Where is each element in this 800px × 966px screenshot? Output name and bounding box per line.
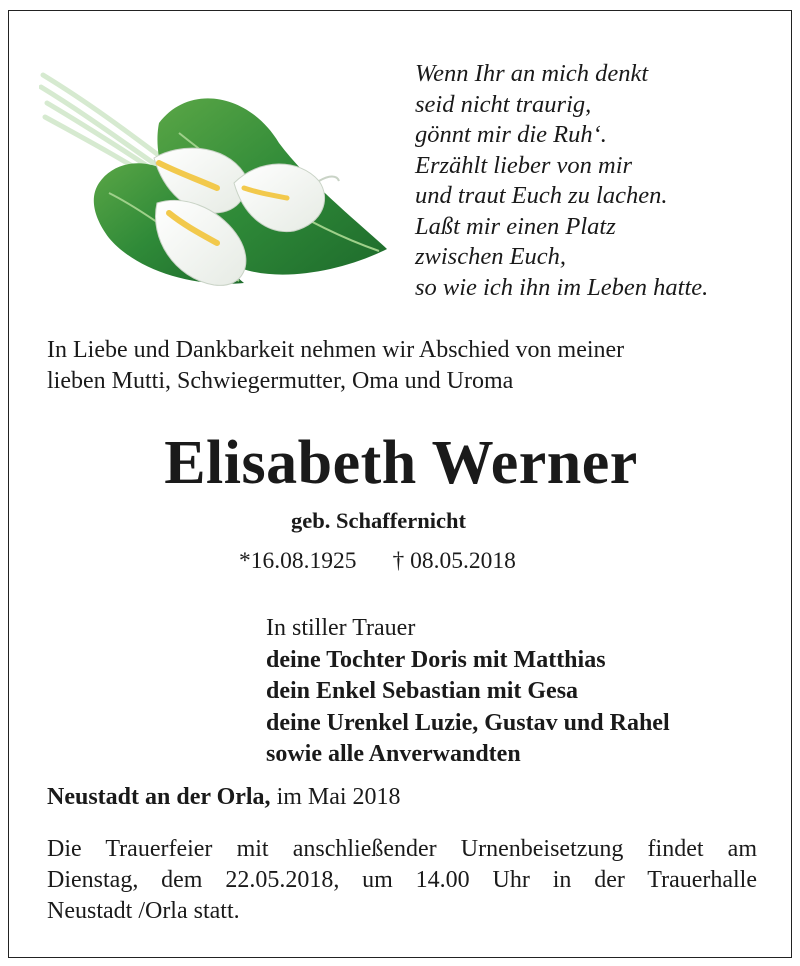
life-dates bbox=[239, 548, 516, 575]
mourner-entry: dein Enkel Sebastian mit Gesa bbox=[266, 678, 579, 704]
mourner-entry: deine Tochter Doris mit Matthias bbox=[266, 646, 606, 673]
funeral-line: Neustadt /Orla statt. bbox=[47, 898, 240, 924]
poem bbox=[415, 59, 708, 303]
poem-line: Wenn Ihr an mich denkt bbox=[415, 60, 649, 87]
maiden-name: geb. Schaffernicht bbox=[291, 508, 466, 533]
funeral-notice bbox=[47, 834, 757, 927]
place-month: im Mai 2018 bbox=[270, 784, 401, 810]
mourners-heading: In stiller Trauer bbox=[266, 615, 416, 641]
calla-lily-icon bbox=[39, 63, 389, 293]
place-date bbox=[47, 784, 401, 811]
intro-text bbox=[47, 335, 624, 397]
poem-line: so wie ich ihn im Leben hatte. bbox=[415, 273, 709, 301]
intro-line: lieben Mutti, Schwiegermutter, Oma und Uroma bbox=[47, 368, 514, 394]
mourner-entry: deine Urenkel Luzie, Gustav und Rahel bbox=[266, 709, 670, 736]
place-city: Neustadt an der Orla, bbox=[47, 784, 271, 810]
deceased-name: Elisabeth Werner bbox=[164, 429, 638, 497]
poem-line: Erzählt lieber von mir bbox=[415, 151, 633, 179]
obituary-card bbox=[8, 10, 792, 958]
funeral-line: Dienstag, dem 22.05.2018, um 14.00 Uhr in der Trauerhalle bbox=[47, 867, 757, 893]
mourner-entry: sowie alle Anverwandten bbox=[266, 741, 521, 767]
poem-line: seid nicht traurig, bbox=[415, 90, 592, 118]
mourners-list bbox=[266, 613, 670, 771]
poem-line: gönnt mir die Ruh‘. bbox=[415, 121, 607, 148]
intro-line: In Liebe und Dankbarkeit nehmen wir Abschied von meiner bbox=[47, 337, 625, 363]
poem-line: zwischen Euch, bbox=[415, 243, 567, 270]
funeral-line: Die Trauerfeier mit anschließender Urnenbeisetzung findet am bbox=[47, 836, 757, 862]
poem-line: und traut Euch zu lachen. bbox=[415, 182, 668, 209]
birth-date: *16.08.1925 bbox=[239, 548, 357, 574]
poem-line: Laßt mir einen Platz bbox=[415, 212, 616, 240]
death-date: † 08.05.2018 bbox=[392, 548, 516, 574]
